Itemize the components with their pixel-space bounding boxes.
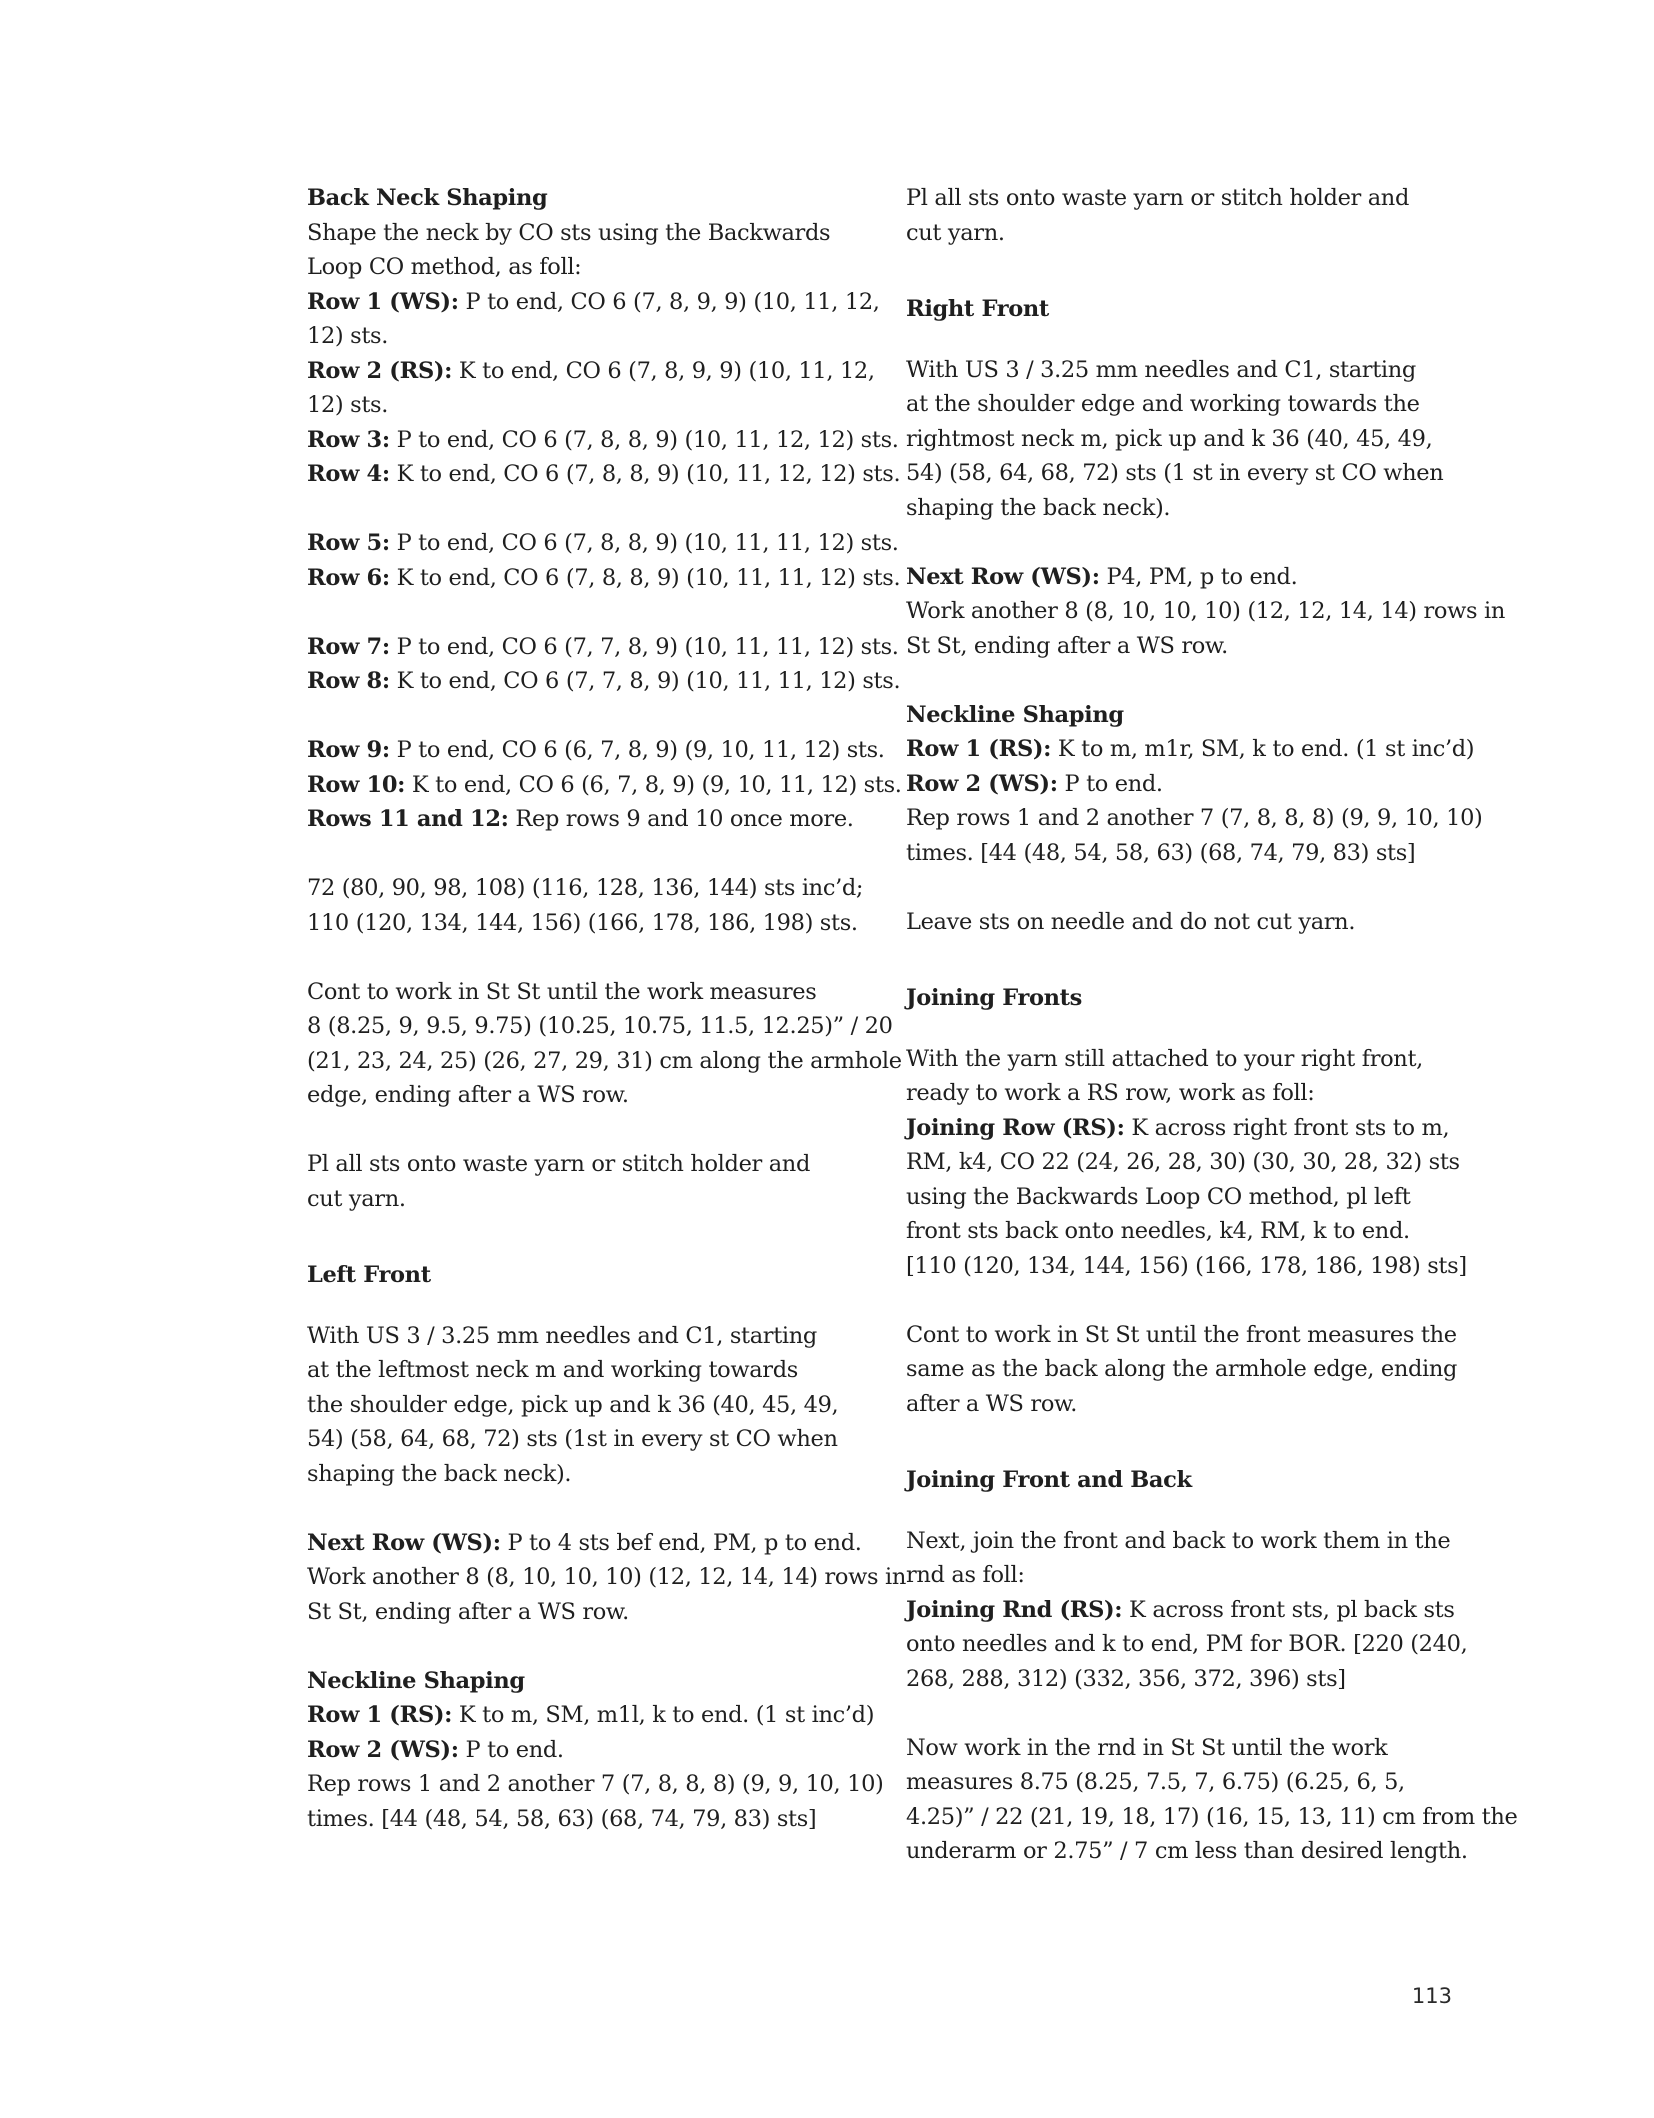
body-line: With US 3 / 3.25 mm needles and C1, starting xyxy=(906,356,1416,383)
row-instruction xyxy=(307,630,899,665)
row-text: K across right front sts to m, xyxy=(1124,1114,1450,1141)
row-instruction xyxy=(307,733,885,768)
spacer xyxy=(906,1016,1451,1042)
body-line: 268, 288, 312) (332, 356, 372, 396) sts] xyxy=(906,1665,1346,1692)
row-instruction xyxy=(906,767,1451,802)
body-line: With the yarn still attached to your right front, xyxy=(906,1045,1423,1072)
row-instruction xyxy=(307,354,875,389)
row-text: P to end, CO 6 (7, 8, 8, 9) (10, 11, 12, 12) sts. xyxy=(389,426,899,453)
row-label: Row 4: xyxy=(307,461,390,487)
spacer xyxy=(307,837,847,872)
row-label: Row 2 (WS): xyxy=(906,770,1058,797)
row-label: Next Row (WS): xyxy=(906,563,1100,590)
row-text: P to end, CO 6 (7, 8, 9, 9) (10, 11, 12, xyxy=(458,288,880,315)
row-text: K to m, SM, m1l, k to end. (1 st inc’d) xyxy=(452,1702,875,1728)
body-line: 8 (8.25, 9, 9.5, 9.75) (10.25, 10.75, 11.5, 12.25)” / 20 xyxy=(307,1013,893,1039)
body-line: Now work in the rnd in St St until the work xyxy=(906,1734,1388,1761)
spacer xyxy=(906,1283,1451,1318)
row-label: Row 2 (RS): xyxy=(307,357,453,384)
row-text: P to end. xyxy=(458,1736,564,1763)
spacer xyxy=(906,870,1451,905)
row-instruction xyxy=(307,423,899,458)
body-line: cut yarn. xyxy=(906,219,1005,246)
spacer xyxy=(906,525,1451,560)
body-line: Next, join the front and back to work them in the xyxy=(906,1527,1451,1554)
body-line: times. [44 (48, 54, 58, 63) (68, 74, 79, 83) sts] xyxy=(906,839,1416,866)
right-column xyxy=(906,181,1518,1869)
row-label: Row 7: xyxy=(307,633,390,660)
row-label: Row 9: xyxy=(307,737,390,763)
body-line: Work another 8 (8, 10, 10, 10) (12, 12, 14, 14) rows in xyxy=(307,1564,907,1590)
body-line: 4.25)” / 22 (21, 19, 18, 17) (16, 15, 13, 11) cm from the xyxy=(906,1803,1518,1830)
spacer xyxy=(307,1629,847,1664)
body-line: (21, 23, 24, 25) (26, 27, 29, 31) cm along the armhole xyxy=(307,1047,902,1074)
row-text: K to end, CO 6 (7, 8, 8, 9) (10, 11, 11, 12) sts. xyxy=(389,564,901,591)
body-line: times. [44 (48, 54, 58, 63) (68, 74, 79, 83) sts] xyxy=(307,1805,817,1832)
spacer xyxy=(307,492,847,527)
spacer xyxy=(307,1293,847,1319)
spacer xyxy=(906,1498,1451,1524)
body-line: the shoulder edge, pick up and k 36 (40, 45, 49, xyxy=(307,1391,839,1418)
body-line: Cont to work in St St until the work measures xyxy=(307,978,817,1005)
body-line: Pl all sts onto waste yarn or stitch holder and xyxy=(307,1151,811,1177)
row-text: P to end, CO 6 (7, 7, 8, 9) (10, 11, 11, 12) sts. xyxy=(389,633,899,660)
row-text: P to 4 sts bef end, PM, p to end. xyxy=(500,1529,862,1556)
row-label: Next Row (WS): xyxy=(307,1529,501,1556)
row-label: Row 10: xyxy=(307,771,406,798)
intro-line: Shape the neck by CO sts using the Backwards xyxy=(307,219,831,246)
row-label: Row 3: xyxy=(307,426,390,453)
spacer xyxy=(307,1491,847,1526)
body-line: after a WS row. xyxy=(906,1390,1078,1417)
body-line: rnd as foll: xyxy=(906,1562,1025,1588)
row-label: Row 1 (RS): xyxy=(307,1702,453,1728)
row-instruction xyxy=(307,526,899,561)
row-instruction xyxy=(906,1111,1451,1146)
body-line: at the shoulder edge and working towards the xyxy=(906,391,1420,417)
row-text: K to end, CO 6 (7, 8, 8, 9) (10, 11, 12, 12) sts. xyxy=(389,461,901,487)
spacer xyxy=(906,1696,1451,1731)
body-line: shaping the back neck). xyxy=(307,1460,572,1487)
body-line: same as the back along the armhole edge, ending xyxy=(906,1356,1458,1382)
body-line: Work another 8 (8, 10, 10, 10) (12, 12, 14, 14) rows in xyxy=(906,598,1506,624)
body-line: edge, ending after a WS row. xyxy=(307,1082,629,1108)
spacer xyxy=(906,1421,1451,1463)
row-instruction xyxy=(906,1593,1455,1628)
body-line: St St, ending after a WS row. xyxy=(906,632,1228,659)
left-front-heading: Left Front xyxy=(307,1262,431,1288)
row-continuation: 12) sts. xyxy=(307,392,389,418)
spacer xyxy=(906,250,1451,292)
body-line: With US 3 / 3.25 mm needles and C1, starting xyxy=(307,1322,817,1349)
row-text: K to m, m1r, SM, k to end. (1 st inc’d) xyxy=(1051,736,1475,762)
row-label: Joining Rnd (RS): xyxy=(906,1596,1123,1623)
body-line: shaping the back neck). xyxy=(906,494,1171,521)
spacer xyxy=(906,939,1451,981)
neckline-shaping-heading: Neckline Shaping xyxy=(906,701,1124,728)
body-line: Leave sts on needle and do not cut yarn. xyxy=(906,908,1356,935)
body-line: Rep rows 1 and 2 another 7 (7, 8, 8, 8) (9, 9, 10, 10) xyxy=(307,1771,884,1797)
body-line: St St, ending after a WS row. xyxy=(307,1598,629,1625)
row-label: Row 1 (RS): xyxy=(906,736,1052,762)
body-line: Pl all sts onto waste yarn or stitch holder and xyxy=(906,185,1410,211)
body-line: 54) (58, 64, 68, 72) sts (1st in every st CO when xyxy=(307,1426,838,1452)
row-label: Row 5: xyxy=(307,530,390,556)
body-line: Cont to work in St St until the front measures the xyxy=(906,1321,1457,1348)
body-line: onto needles and k to end, PM for BOR. [220 (240, xyxy=(906,1631,1468,1657)
row-instruction xyxy=(307,664,901,699)
row-label: Row 1 (WS): xyxy=(307,288,459,315)
body-line: [110 (120, 134, 144, 156) (166, 178, 186, 198) sts] xyxy=(906,1252,1467,1279)
row-instruction xyxy=(906,732,1475,767)
joining-front-and-back-heading: Joining Front and Back xyxy=(906,1467,1192,1493)
spacer xyxy=(307,699,847,734)
left-column xyxy=(307,181,907,1836)
intro-line: Loop CO method, as foll: xyxy=(307,254,582,280)
row-text: K to end, CO 6 (7, 7, 8, 9) (10, 11, 11, 12) sts. xyxy=(389,668,901,694)
body-line: front sts back onto needles, k4, RM, k to end. xyxy=(906,1218,1410,1244)
row-instruction xyxy=(307,1698,875,1733)
spacer xyxy=(307,940,847,975)
row-text: P4, PM, p to end. xyxy=(1099,563,1298,590)
row-text: K across front sts, pl back sts xyxy=(1122,1596,1455,1623)
body-line: ready to work a RS row, work as foll: xyxy=(906,1080,1315,1106)
row-text: K to end, CO 6 (6, 7, 8, 9) (9, 10, 11, 12) sts. xyxy=(405,771,902,798)
row-label: Joining Row (RS): xyxy=(906,1114,1125,1141)
body-line: underarm or 2.75” / 7 cm less than desired length. xyxy=(906,1838,1468,1864)
stitch-count-line: 110 (120, 134, 144, 156) (166, 178, 186, 198) sts. xyxy=(307,909,858,936)
spacer xyxy=(307,1216,847,1258)
row-instruction xyxy=(307,561,901,596)
row-instruction xyxy=(307,802,854,837)
row-label: Row 2 (WS): xyxy=(307,1736,459,1763)
row-text: P to end. xyxy=(1057,770,1163,797)
body-line: Rep rows 1 and 2 another 7 (7, 8, 8, 8) (9, 9, 10, 10) xyxy=(906,805,1483,831)
body-line: 54) (58, 64, 68, 72) sts (1 st in every st CO when xyxy=(906,460,1444,486)
spacer xyxy=(307,595,847,630)
row-instruction xyxy=(307,1526,862,1561)
right-front-heading: Right Front xyxy=(906,296,1049,322)
row-continuation: 12) sts. xyxy=(307,323,389,349)
stitch-count-line: 72 (80, 90, 98, 108) (116, 128, 136, 144) sts inc’d; xyxy=(307,875,864,901)
body-line: measures 8.75 (8.25, 7.5, 7, 6.75) (6.25, 6, 5, xyxy=(906,1769,1405,1795)
row-label: Row 8: xyxy=(307,668,390,694)
row-text: K to end, CO 6 (7, 8, 9, 9) (10, 11, 12, xyxy=(452,357,875,384)
row-label: Row 6: xyxy=(307,564,390,591)
neckline-shaping-heading: Neckline Shaping xyxy=(307,1667,525,1694)
row-instruction xyxy=(307,457,901,492)
spacer xyxy=(307,1113,847,1148)
row-text: P to end, CO 6 (6, 7, 8, 9) (9, 10, 11, 12) sts. xyxy=(389,737,885,763)
joining-fronts-heading: Joining Fronts xyxy=(906,985,1082,1011)
body-line: rightmost neck m, pick up and k 36 (40, 45, 49, xyxy=(906,425,1433,452)
spacer xyxy=(906,663,1451,698)
row-instruction xyxy=(307,1733,847,1768)
row-text: Rep rows 9 and 10 once more. xyxy=(508,806,854,832)
row-instruction xyxy=(307,768,902,803)
page-number: 113 xyxy=(1411,1984,1452,2008)
body-line: cut yarn. xyxy=(307,1185,406,1212)
body-line: using the Backwards Loop CO method, pl left xyxy=(906,1183,1411,1210)
row-instruction xyxy=(906,560,1451,595)
row-instruction xyxy=(307,285,880,320)
row-label: Rows 11 and 12: xyxy=(307,806,509,832)
body-line: at the leftmost neck m and working towards xyxy=(307,1357,798,1383)
back-neck-shaping-heading: Back Neck Shaping xyxy=(307,185,548,211)
body-line: RM, k4, CO 22 (24, 26, 28, 30) (30, 30, 28, 32) sts xyxy=(906,1149,1460,1175)
row-text: P to end, CO 6 (7, 8, 8, 9) (10, 11, 11, 12) sts. xyxy=(389,530,899,556)
spacer xyxy=(906,327,1451,353)
